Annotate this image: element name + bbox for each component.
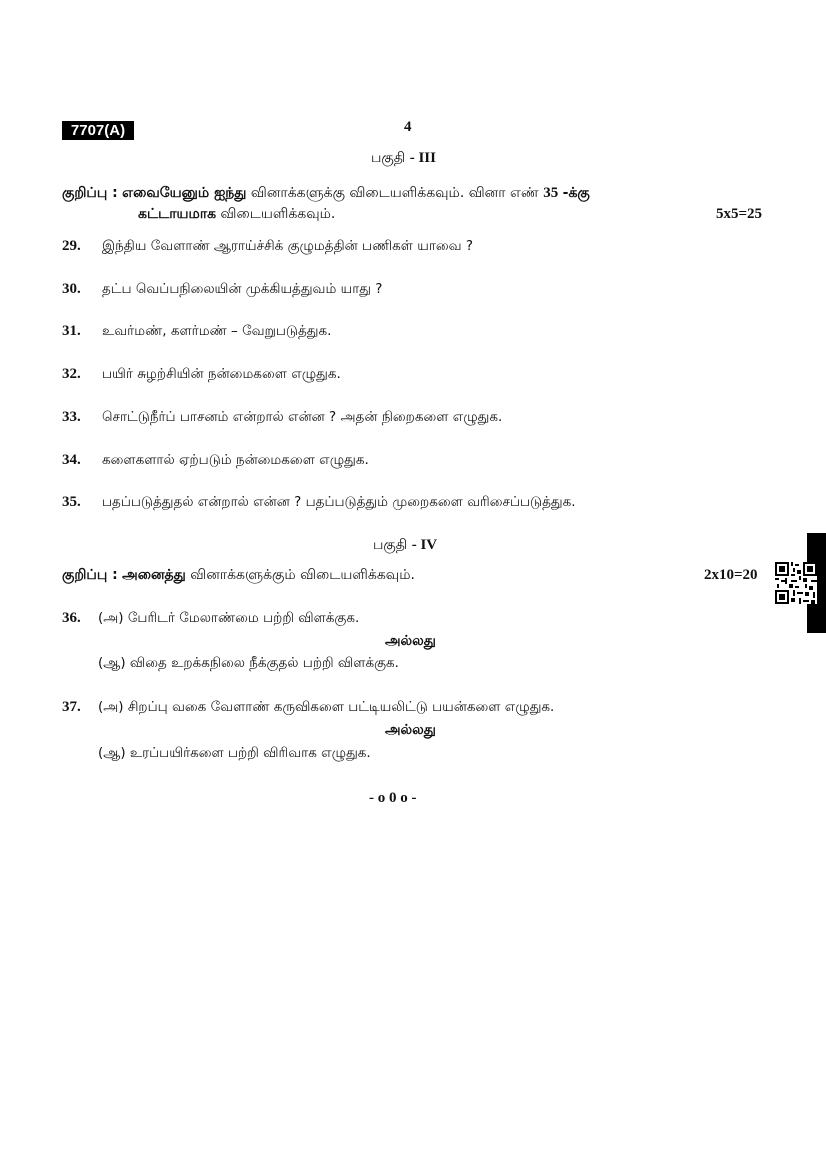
end-of-paper-mark: - o 0 o - — [369, 790, 417, 806]
part-3-marks: 5x5=25 — [716, 206, 763, 222]
part-4-marks: 2x10=20 — [704, 567, 758, 583]
part-3-note-line-1: குறிப்பு : எவையேனும் ஐந்து வினாக்களுக்கு விடையளிக்கவும். வினா எண் 35 -க்கு — [62, 185, 590, 201]
question-31: 31. உவர்மண், களர்மண் – வேறுபடுத்துக. — [62, 323, 332, 339]
question-29: 29. இந்திய வேளாண் ஆராய்ச்சிக் குழுமத்தின் பணிகள் யாவை ? — [62, 238, 474, 254]
part-3-note-line-2: கட்டாயமாக விடையளிக்கவும். — [138, 206, 336, 222]
question-30: 30. தட்ப வெப்பநிலையின் முக்கியத்துவம் யாது ? — [62, 281, 383, 297]
or-separator-36: அல்லது — [385, 633, 436, 649]
question-34: 34. களைகளால் ஏற்படும் நன்மைகளை எழுதுக. — [62, 452, 369, 468]
part-3-title: பகுதி - III — [371, 150, 436, 166]
paper-code: 7707(A) — [62, 121, 134, 140]
question-36: 36. (அ) பேரிடர் மேலாண்மை பற்றி விளக்குக. — [62, 610, 360, 626]
question-37: 37. (அ) சிறப்பு வகை வேளாண் கருவிகளை பட்டியலிட்டு பயன்களை எழுதுக. — [62, 699, 555, 715]
note-label: குறிப்பு : — [62, 567, 118, 583]
qr-code-graphic — [775, 562, 817, 604]
page-number: 4 — [404, 119, 412, 135]
question-37-option-b: (ஆ) உரப்பயிர்களை பற்றி விரிவாக எழுதுக. — [98, 745, 371, 761]
part-4-note: குறிப்பு : அனைத்து வினாக்களுக்கும் விடையளிக்கவும். — [62, 567, 415, 583]
question-32: 32. பயிர் சுழற்சியின் நன்மைகளை எழுதுக. — [62, 366, 341, 382]
note-label: குறிப்பு : — [62, 185, 118, 201]
question-35: 35. பதப்படுத்துதல் என்றால் என்ன ? பதப்படுத்தும் முறைகளை வரிசைப்படுத்துக. — [62, 494, 576, 510]
part-4-title: பகுதி - IV — [373, 537, 438, 553]
question-36-option-b: (ஆ) விதை உறக்கநிலை நீக்குதல் பற்றி விளக்குக. — [98, 655, 399, 671]
or-separator-37: அல்லது — [385, 722, 436, 738]
question-33: 33. சொட்டுநீர்ப் பாசனம் என்றால் என்ன ? அதன் நிறைகளை எழுதுக. — [62, 409, 503, 425]
qr-code-icon — [775, 562, 817, 604]
